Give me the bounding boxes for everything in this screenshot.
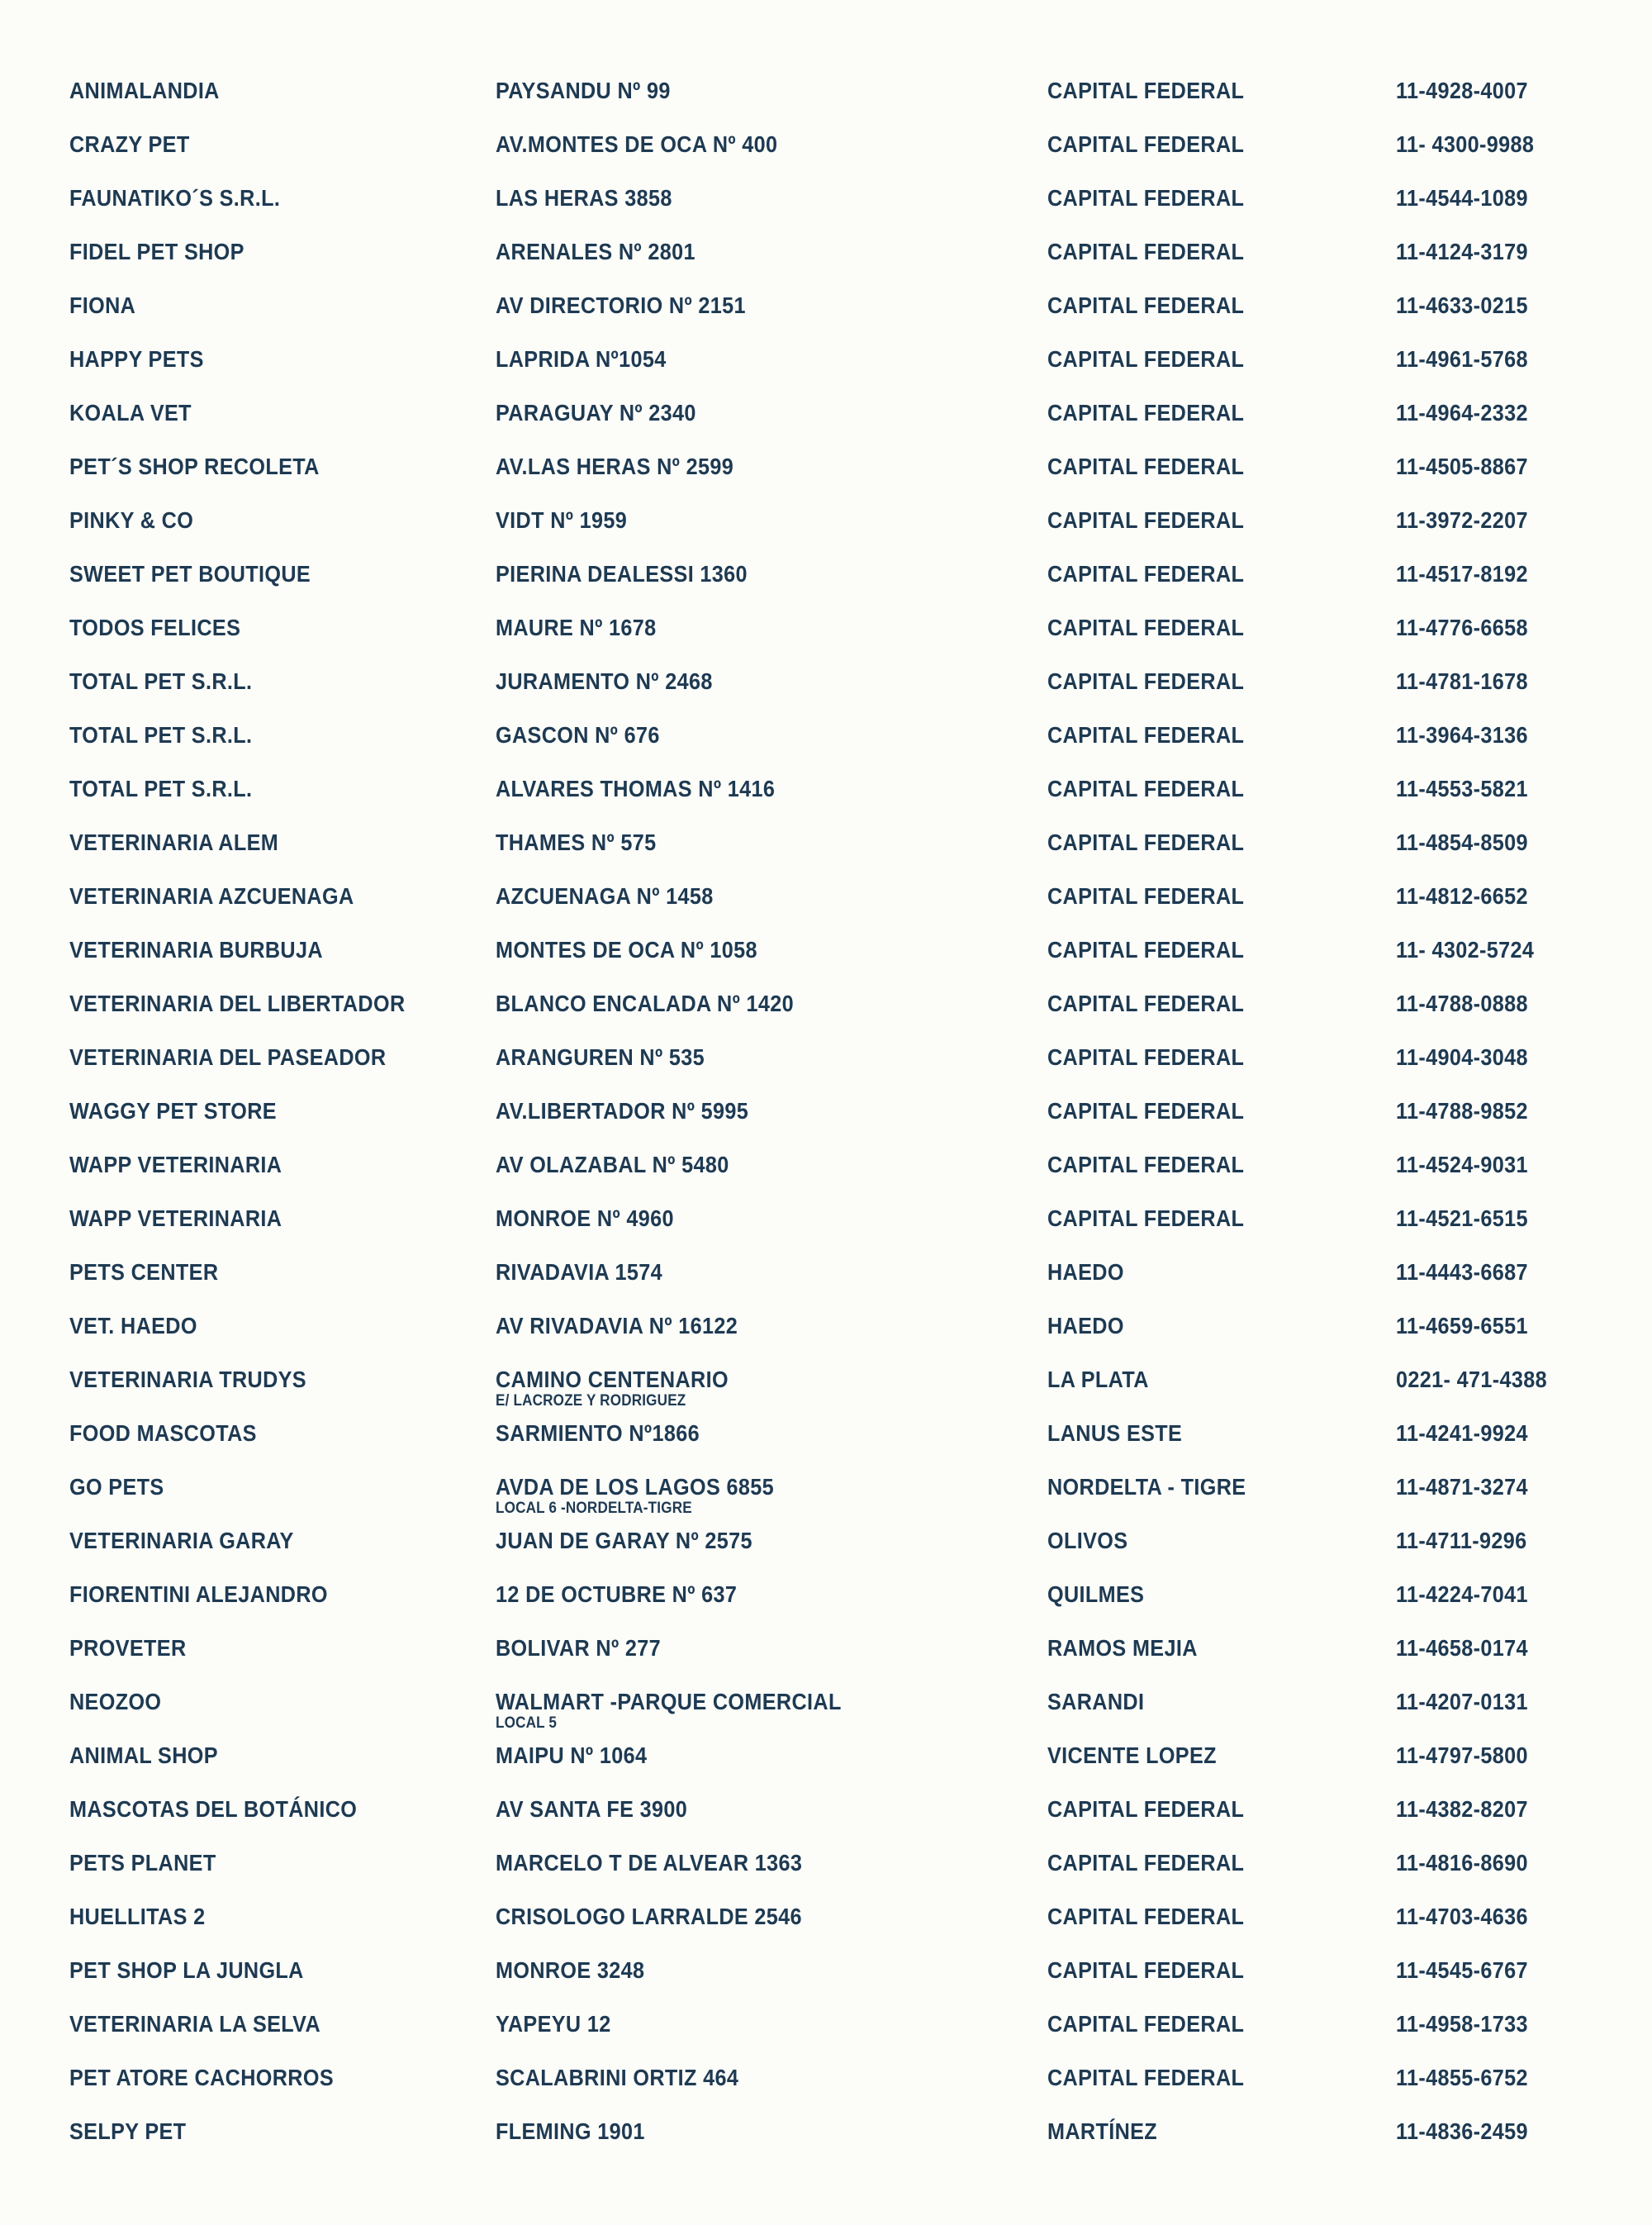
business-address [496,508,627,533]
business-name: PET SHOP LA JUNGLA [69,1957,304,1983]
directory-row [0,1958,1652,2012]
business-address [496,1958,644,1983]
address-note: E/ LACROZE Y RODRIGUEZ [496,1392,686,1410]
business-phone: 11-4854-8509 [1396,830,1528,855]
address-line: AV SANTA FE 3900 [496,1796,688,1822]
business-city: CAPITAL FEDERAL [1047,1957,1245,1983]
address-line: SARMIENTO Nº1866 [496,1420,700,1446]
business-phone: 11-4928-4007 [1396,78,1528,103]
business-phone: 11-4505-8867 [1396,454,1528,479]
business-phone: 11-4544-1089 [1396,185,1528,211]
business-phone: 11-4524-9031 [1396,1152,1528,1177]
business-name: PINKY & CO [69,507,194,533]
address-line: ARANGUREN Nº 535 [496,1044,705,1070]
business-name: PET ATORE CACHORROS [69,2065,335,2090]
business-address [496,1582,737,1607]
address-line: CRISOLOGO LARRALDE 2546 [496,1904,802,1929]
business-address [496,1421,700,1446]
address-line: AV.LAS HERAS Nº 2599 [496,454,734,479]
business-city: CAPITAL FEDERAL [1047,507,1245,533]
business-phone: 11-4658-0174 [1396,1635,1528,1661]
business-city: CAPITAL FEDERAL [1047,1044,1245,1070]
address-line: PAYSANDU Nº 99 [496,78,671,103]
business-phone: 11- 4300-9988 [1396,131,1535,157]
address-line: AZCUENAGA Nº 1458 [496,883,714,909]
business-phone: 0221- 471-4388 [1396,1367,1547,1392]
business-city: CAPITAL FEDERAL [1047,131,1245,157]
business-address [496,1851,802,1876]
business-name: WAGGY PET STORE [69,1098,277,1124]
business-city: RAMOS MEJIA [1047,1635,1198,1661]
directory-row [0,454,1652,508]
directory-row [0,1636,1652,1690]
directory-row [0,2012,1652,2066]
directory-row [0,293,1652,347]
business-address [496,1206,674,1231]
address-line: CAMINO CENTENARIO [496,1367,729,1392]
business-city: CAPITAL FEDERAL [1047,776,1245,801]
business-address [496,1153,729,1177]
business-address [496,669,713,694]
directory-row [0,1851,1652,1904]
business-phone: 11-4788-9852 [1396,1098,1528,1124]
address-line: LAPRIDA Nº1054 [496,346,667,372]
business-name: SWEET PET BOUTIQUE [69,561,311,587]
directory-row [0,616,1652,669]
business-address [496,293,746,318]
business-address [496,1045,705,1070]
directory-row [0,1421,1652,1475]
business-phone: 11-4788-0888 [1396,991,1528,1016]
business-city: CAPITAL FEDERAL [1047,668,1245,694]
address-line: BOLIVAR Nº 277 [496,1635,662,1661]
business-city: CAPITAL FEDERAL [1047,561,1245,587]
business-phone: 11-4224-7041 [1396,1581,1528,1607]
business-name: NEOZOO [69,1689,162,1714]
address-line: MONROE Nº 4960 [496,1205,674,1231]
business-city: SARANDI [1047,1689,1145,1714]
business-name: FAUNATIKO´S S.R.L. [69,185,281,211]
address-line: MARCELO T DE ALVEAR 1363 [496,1850,803,1876]
business-address [496,78,671,103]
address-line: MAIPU Nº 1064 [496,1742,648,1768]
business-address [496,938,757,963]
business-address [496,401,696,426]
address-line: WALMART -PARQUE COMERCIAL [496,1689,842,1714]
address-line: PIERINA DEALESSI 1360 [496,561,748,587]
business-address [496,884,714,909]
business-city: OLIVOS [1047,1528,1128,1553]
business-address [496,1475,774,1518]
directory-row [0,2119,1652,2173]
business-address [496,1690,842,1733]
business-address [496,1260,662,1285]
business-phone: 11-4711-9296 [1396,1528,1527,1553]
address-line: 12 DE OCTUBRE Nº 637 [496,1581,738,1607]
business-name: VETERINARIA DEL PASEADOR [69,1044,387,1070]
business-address [496,723,660,748]
business-city: CAPITAL FEDERAL [1047,2011,1245,2037]
business-phone: 11-4781-1678 [1396,668,1528,694]
business-phone: 11-4659-6551 [1396,1313,1528,1338]
business-phone: 11-4812-6652 [1396,883,1528,909]
business-phone: 11-4633-0215 [1396,292,1528,318]
directory-row [0,1582,1652,1636]
address-line: VIDT Nº 1959 [496,507,628,533]
business-city: CAPITAL FEDERAL [1047,346,1245,372]
business-name: TOTAL PET S.R.L. [69,668,253,694]
address-line: AV RIVADAVIA Nº 16122 [496,1313,738,1338]
address-line: ALVARES THOMAS Nº 1416 [496,776,776,801]
business-address [496,1367,729,1410]
business-city: CAPITAL FEDERAL [1047,615,1245,640]
business-name: PETS CENTER [69,1259,219,1285]
directory-row [0,2066,1652,2119]
business-address [496,1636,661,1661]
business-city: VICENTE LOPEZ [1047,1742,1217,1768]
business-phone: 11-4703-4636 [1396,1904,1528,1929]
business-city: HAEDO [1047,1259,1124,1285]
business-name: WAPP VETERINARIA [69,1205,282,1231]
business-city: CAPITAL FEDERAL [1047,1796,1245,1822]
business-city: NORDELTA - TIGRE [1047,1474,1246,1500]
business-phone: 11-4521-6515 [1396,1205,1528,1231]
address-line: AV DIRECTORIO Nº 2151 [496,292,746,318]
business-address [496,1797,687,1822]
business-city: LANUS ESTE [1047,1420,1183,1446]
directory-row [0,508,1652,562]
business-city: CAPITAL FEDERAL [1047,722,1245,748]
address-line: FLEMING 1901 [496,2118,645,2144]
address-note: LOCAL 6 -NORDELTA-TIGRE [496,1500,692,1517]
business-name: VETERINARIA ALEM [69,830,279,855]
business-city: HAEDO [1047,1313,1124,1338]
business-city: MARTÍNEZ [1047,2118,1158,2144]
business-address [496,132,777,157]
business-city: CAPITAL FEDERAL [1047,292,1245,318]
business-name: VETERINARIA DEL LIBERTADOR [69,991,406,1016]
directory-row [0,1797,1652,1851]
directory-row [0,1904,1652,1958]
business-address [496,1314,738,1338]
address-line: BLANCO ENCALADA Nº 1420 [496,991,794,1016]
business-name: ANIMAL SHOP [69,1742,218,1768]
business-address [496,616,657,640]
business-city: CAPITAL FEDERAL [1047,1850,1245,1876]
address-line: MONTES DE OCA Nº 1058 [496,937,757,963]
business-phone: 11-4958-1733 [1396,2011,1528,2037]
address-line: AV.MONTES DE OCA Nº 400 [496,131,778,157]
business-phone: 11-4871-3274 [1396,1474,1528,1500]
directory-row [0,562,1652,616]
directory-row [0,1528,1652,1582]
business-address [496,454,733,479]
business-phone: 11-4553-5821 [1396,776,1528,801]
directory-row [0,1206,1652,1260]
business-city: CAPITAL FEDERAL [1047,937,1245,963]
address-line: YAPEYU 12 [496,2011,611,2037]
directory-row [0,1045,1652,1099]
business-name: CRAZY PET [69,131,190,157]
business-city: CAPITAL FEDERAL [1047,1205,1245,1231]
address-line: AVDA DE LOS LAGOS 6855 [496,1474,775,1500]
directory-row [0,991,1652,1045]
directory-row [0,1743,1652,1797]
business-name: VETERINARIA LA SELVA [69,2011,321,2037]
business-name: TOTAL PET S.R.L. [69,722,253,748]
address-line: JURAMENTO Nº 2468 [496,668,713,694]
business-phone: 11-3972-2207 [1396,507,1528,533]
business-phone: 11-4443-6687 [1396,1259,1528,1285]
address-line: THAMES Nº 575 [496,830,657,855]
business-phone: 11-3964-3136 [1396,722,1528,748]
business-name: WAPP VETERINARIA [69,1152,282,1177]
business-name: PETS PLANET [69,1850,216,1876]
business-name: FIORENTINI ALEJANDRO [69,1581,328,1607]
business-name: FOOD MASCOTAS [69,1420,257,1446]
business-name: ANIMALANDIA [69,78,220,103]
directory-row [0,938,1652,991]
business-phone: 11-4776-6658 [1396,615,1528,640]
business-name: MASCOTAS DEL BOTÁNICO [69,1796,358,1822]
directory-row [0,1314,1652,1367]
business-phone: 11-4904-3048 [1396,1044,1528,1070]
directory-row [0,347,1652,401]
business-name: SELPY PET [69,2118,187,2144]
address-line: AV OLAZABAL Nº 5480 [496,1152,729,1177]
business-name: PET´S SHOP RECOLETA [69,454,320,479]
directory-row [0,240,1652,293]
business-phone: 11-4124-3179 [1396,239,1528,264]
business-name: GO PETS [69,1474,164,1500]
business-address [496,2066,738,2090]
business-city: CAPITAL FEDERAL [1047,991,1245,1016]
address-line: PARAGUAY Nº 2340 [496,400,696,426]
directory-row [0,1260,1652,1314]
business-name: FIONA [69,292,136,318]
business-address [496,1099,748,1124]
directory-row [0,78,1652,132]
business-city: CAPITAL FEDERAL [1047,185,1245,211]
business-city: CAPITAL FEDERAL [1047,78,1245,103]
address-line: MONROE 3248 [496,1957,645,1983]
business-address [496,186,672,211]
business-phone: 11-4961-5768 [1396,346,1528,372]
business-name: VET. HAEDO [69,1313,197,1338]
business-address [496,562,748,587]
directory-row [0,723,1652,777]
business-address [496,240,695,264]
business-name: TOTAL PET S.R.L. [69,776,253,801]
business-name: PROVETER [69,1635,187,1661]
address-note: LOCAL 5 [496,1714,558,1732]
business-city: LA PLATA [1047,1367,1149,1392]
business-name: VETERINARIA BURBUJA [69,937,323,963]
business-city: CAPITAL FEDERAL [1047,239,1245,264]
business-phone: 11-4797-5800 [1396,1742,1528,1768]
address-line: ARENALES Nº 2801 [496,239,695,264]
business-city: CAPITAL FEDERAL [1047,1098,1245,1124]
business-address [496,2012,611,2037]
business-city: CAPITAL FEDERAL [1047,1152,1245,1177]
business-phone: 11-4207-0131 [1396,1689,1528,1714]
business-phone: 11-4545-6767 [1396,1957,1528,1983]
directory-row [0,1475,1652,1528]
directory-row [0,132,1652,186]
business-address [496,830,657,855]
business-phone: 11-4241-9924 [1396,1420,1528,1446]
directory-row [0,401,1652,454]
directory-row [0,186,1652,240]
address-line: SCALABRINI ORTIZ 464 [496,2065,739,2090]
directory-row [0,669,1652,723]
business-city: QUILMES [1047,1581,1145,1607]
address-line: RIVADAVIA 1574 [496,1259,663,1285]
address-line: GASCON Nº 676 [496,722,660,748]
business-name: HUELLITAS 2 [69,1904,206,1929]
business-name: HAPPY PETS [69,346,204,372]
directory-row [0,1690,1652,1743]
business-city: CAPITAL FEDERAL [1047,1904,1245,1929]
business-phone: 11-4382-8207 [1396,1796,1528,1822]
address-line: AV.LIBERTADOR Nº 5995 [496,1098,749,1124]
business-phone: 11-4816-8690 [1396,1850,1528,1876]
directory-row [0,830,1652,884]
business-phone: 11- 4302-5724 [1396,937,1535,963]
address-line: JUAN DE GARAY Nº 2575 [496,1528,752,1553]
address-line: MAURE Nº 1678 [496,615,657,640]
business-phone: 11-4855-6752 [1396,2065,1528,2090]
business-address [496,1743,647,1768]
directory-row [0,777,1652,830]
business-address [496,347,667,372]
business-name: VETERINARIA TRUDYS [69,1367,306,1392]
business-city: CAPITAL FEDERAL [1047,830,1245,855]
business-city: CAPITAL FEDERAL [1047,883,1245,909]
business-city: CAPITAL FEDERAL [1047,400,1245,426]
business-name: VETERINARIA GARAY [69,1528,294,1553]
address-line: LAS HERAS 3858 [496,185,672,211]
business-name: TODOS FELICES [69,615,241,640]
business-name: FIDEL PET SHOP [69,239,244,264]
business-phone: 11-4517-8192 [1396,561,1528,587]
business-phone: 11-4836-2459 [1396,2118,1528,2144]
directory-row [0,1153,1652,1206]
business-address [496,991,794,1016]
business-address [496,1904,802,1929]
directory-row [0,884,1652,938]
business-phone: 11-4964-2332 [1396,400,1528,426]
directory-row [0,1367,1652,1421]
business-address [496,777,775,801]
business-address [496,2119,645,2144]
business-name: KOALA VET [69,400,192,426]
directory-row [0,1099,1652,1153]
business-city: CAPITAL FEDERAL [1047,2065,1245,2090]
directory-rows [0,78,1652,2173]
business-address [496,1528,752,1553]
business-name: VETERINARIA AZCUENAGA [69,883,354,909]
business-city: CAPITAL FEDERAL [1047,454,1245,479]
